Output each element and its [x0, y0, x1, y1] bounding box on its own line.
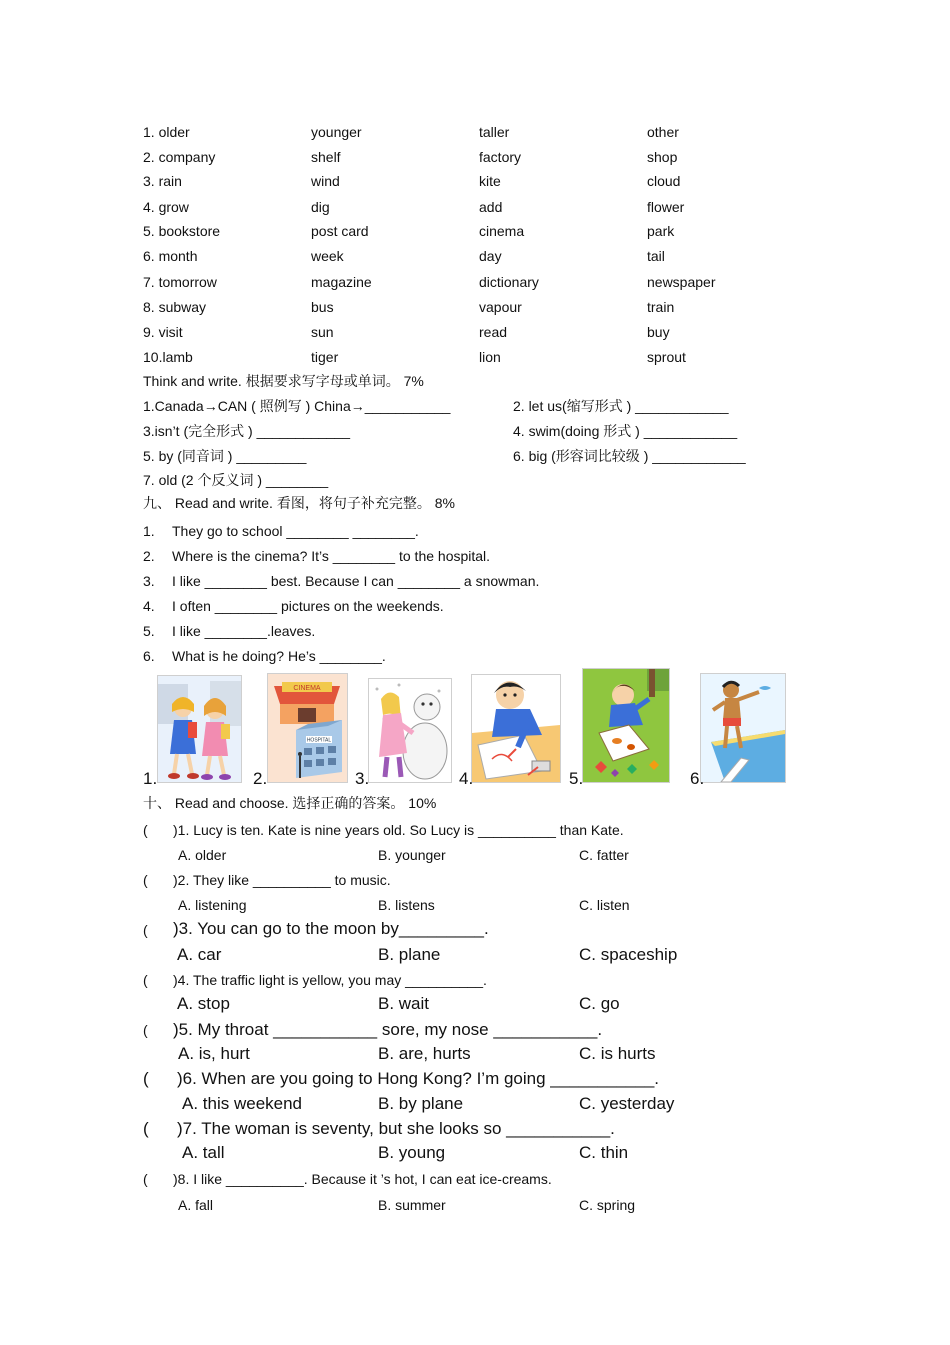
word-cell: week [311, 248, 344, 264]
word-cell: 3. rain [143, 173, 182, 189]
exercise-item: 2. let us(缩写形式 ) ____________ [513, 398, 729, 414]
exercise-item: 1.Canada→CAN ( 照例写 ) China→___________ [143, 398, 451, 414]
picture-walking-to-school [157, 675, 242, 783]
word-cell: bus [311, 299, 334, 315]
option-b: B. younger [378, 847, 446, 863]
option-a: A. car [177, 945, 222, 964]
word-cell: shop [647, 149, 678, 165]
word-cell: sprout [647, 349, 686, 365]
question-text: )1. Lucy is ten. Kate is nine years old. So Lucy is __________ than Kate. [173, 822, 624, 838]
picture-cinema-hospital [267, 673, 348, 783]
option-c: C. is hurts [579, 1044, 656, 1063]
picture-label: 3. [355, 769, 370, 788]
picture-label: 5. [569, 769, 584, 788]
question-text: )6. When are you going to Hong Kong? I’m going ___________. [177, 1069, 660, 1088]
word-cell: 7. tomorrow [143, 274, 217, 290]
picture-label: 2. [253, 769, 268, 788]
word-cell: cloud [647, 173, 681, 189]
option-c: C. listen [579, 897, 630, 913]
word-cell: lion [479, 349, 501, 365]
word-cell: 5. bookstore [143, 223, 221, 239]
option-a: A. stop [177, 994, 230, 1013]
word-cell: 9. visit [143, 324, 183, 340]
word-cell: tiger [311, 349, 339, 365]
item-number: 2. [143, 548, 155, 564]
sentence: I like ________.leaves. [172, 623, 316, 639]
option-c: C. thin [579, 1143, 629, 1162]
answer-paren[interactable]: ( [143, 872, 148, 888]
question-text: )8. I like __________. Because it ’s hot, I can eat ice-creams. [173, 1171, 552, 1187]
question-text: )7. The woman is seventy, but she looks so ___________. [177, 1119, 615, 1138]
sentence: I like ________ best. Because I can ________ a snowman. [172, 573, 540, 589]
sentence: I often ________ pictures on the weekends. [172, 598, 444, 614]
hospital-sign: HOSPITAL [306, 737, 332, 744]
word-cell: 6. month [143, 248, 198, 264]
word-cell: shelf [311, 149, 341, 165]
word-cell: younger [311, 124, 362, 140]
exercise-item: 5. by (同音词 ) _________ [143, 448, 307, 464]
item-number: 5. [143, 623, 155, 639]
word-cell: day [479, 248, 502, 264]
answer-paren[interactable]: ( [143, 822, 148, 838]
option-b: B. are, hurts [378, 1044, 471, 1063]
word-cell: 1. older [143, 124, 190, 140]
word-cell: wind [311, 173, 340, 189]
word-cell: flower [647, 199, 685, 215]
option-c: C. spring [579, 1197, 636, 1213]
answer-paren[interactable]: ( [143, 1022, 148, 1038]
option-c: C. spaceship [579, 945, 678, 964]
exercise-item: 6. big (形容词比较级 ) ____________ [513, 448, 746, 464]
picture-swimming [700, 673, 786, 783]
word-cell: buy [647, 324, 670, 340]
picture-label: 1. [143, 769, 158, 788]
picture-label: 6. [690, 769, 705, 788]
word-cell: vapour [479, 299, 522, 315]
option-b: B. summer [378, 1197, 446, 1213]
option-b: B. by plane [378, 1094, 464, 1113]
option-b: B. young [378, 1143, 446, 1162]
answer-paren[interactable]: ( [143, 922, 148, 938]
answer-paren[interactable]: ( [143, 1119, 149, 1138]
word-cell: dictionary [479, 274, 539, 290]
word-cell: 4. grow [143, 199, 189, 215]
item-number: 6. [143, 648, 155, 664]
picture-drawing [471, 674, 561, 783]
item-number: 4. [143, 598, 155, 614]
word-cell: factory [479, 149, 522, 165]
question-text: )2. They like __________ to music. [173, 872, 391, 888]
option-a: A. listening [178, 897, 247, 913]
word-cell: 2. company [143, 149, 216, 165]
section-title: 九、 Read and write. 看图，将句子补充完整。 8% [143, 495, 455, 511]
option-b: B. wait [378, 994, 430, 1013]
word-cell: dig [311, 199, 330, 215]
option-a: A. fall [178, 1197, 214, 1213]
sentence: Where is the cinema? It’s ________ to the hospital. [172, 548, 491, 564]
exercise-item: 7. old (2 个反义词 ) ________ [143, 472, 329, 488]
picture-label: 4. [459, 769, 474, 788]
cinema-sign: CINEMA [293, 685, 321, 692]
sentence: They go to school ________ ________. [172, 523, 419, 539]
word-cell: sun [311, 324, 334, 340]
word-cell: post card [311, 223, 369, 239]
option-b: B. listens [378, 897, 435, 913]
answer-paren[interactable]: ( [143, 1171, 148, 1187]
exercise-item: 3.isn’t (完全形式 ) ____________ [143, 423, 350, 439]
option-c: C. go [579, 994, 620, 1013]
item-number: 3. [143, 573, 155, 589]
question-text: )4. The traffic light is yellow, you may __________. [173, 972, 487, 988]
picture-autumn-leaves [582, 668, 670, 783]
sentence: What is he doing? He’s ________. [172, 648, 386, 664]
item-number: 1. [143, 523, 155, 539]
exercise-item: 4. swim(doing 形式 ) ____________ [513, 423, 738, 439]
word-cell: train [647, 299, 675, 315]
question-text: )3. You can go to the moon by_________. [173, 919, 489, 938]
word-cell: taller [479, 124, 510, 140]
word-cell: add [479, 199, 503, 215]
option-a: A. this weekend [182, 1094, 303, 1113]
word-cell: kite [479, 173, 501, 189]
question-text: )5. My throat ___________ sore, my nose ___________. [173, 1020, 603, 1039]
section-title: 十、 Read and choose. 选择正确的答案。 10% [143, 795, 437, 811]
option-a: A. older [178, 847, 227, 863]
word-cell: tail [647, 248, 665, 264]
word-cell: magazine [311, 274, 372, 290]
word-cell: 8. subway [143, 299, 207, 315]
word-cell: other [647, 124, 679, 140]
option-a: A. is, hurt [178, 1044, 250, 1063]
option-c: C. yesterday [579, 1094, 675, 1113]
option-b: B. plane [378, 945, 441, 964]
answer-paren[interactable]: ( [143, 972, 148, 988]
answer-paren[interactable]: ( [143, 1069, 149, 1088]
section-title: Think and write. 根据要求写字母或单词。 7% [143, 373, 424, 389]
word-cell: park [647, 223, 675, 239]
word-cell: read [479, 324, 508, 340]
option-a: A. tall [182, 1143, 225, 1162]
picture-snowman [368, 678, 452, 783]
word-cell: 10.lamb [143, 349, 193, 365]
word-cell: cinema [479, 223, 525, 239]
word-cell: newspaper [647, 274, 716, 290]
option-c: C. fatter [579, 847, 629, 863]
